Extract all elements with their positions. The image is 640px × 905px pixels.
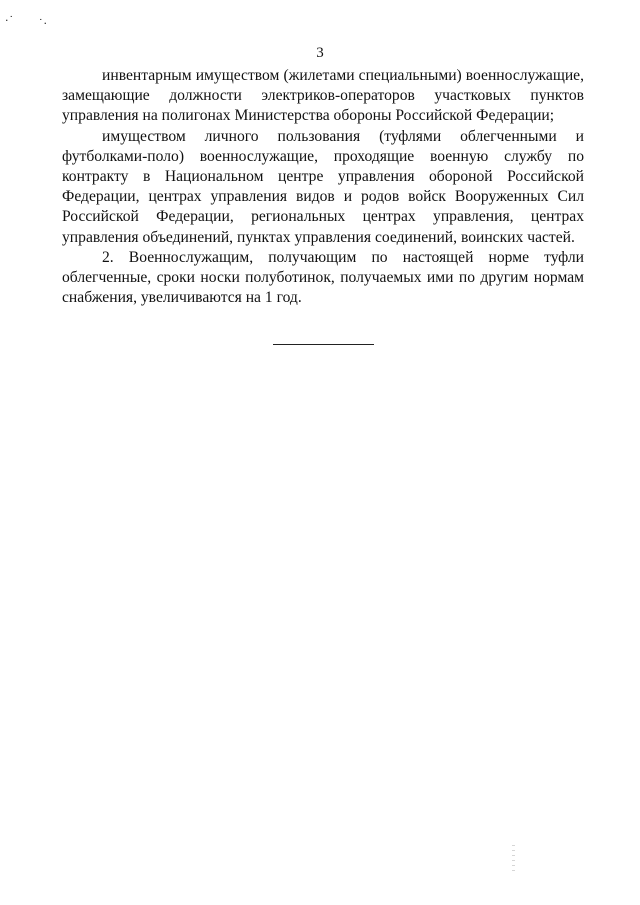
paragraph-wear-period: 2. Военнослужащим, получающим по настоящей норме туфли облегченные, сроки носки полуботинок, получаемых ими по другим нормам снабжения, увеличиваются на 1 год.	[62, 248, 584, 307]
scan-artifact	[512, 845, 515, 875]
document-body	[62, 66, 584, 308]
paragraph-shoes-polo: имуществом личного пользования (туфлями облегченными и футболками-поло) военнослужащие, проходящие военную службу по контракту в Национальном центре управления обороной Российской Федерации, центрах управления видов и родов войск Вооруженных Сил Российской Федерации, региональных центрах управления, центрах управления объединений, пунктах управления соединений, воинских частей.	[62, 127, 584, 246]
scan-speck-mark: ·˙	[5, 14, 14, 27]
page-number: 3	[316, 45, 324, 61]
paragraph-vests: инвентарным имуществом (жилетами специальными) военнослужащие, замещающие должности электриков-операторов участковых пунктов управления на полигонах Министерства обороны Российской Федерации;	[62, 67, 584, 125]
scan-speck-mark: ˙·	[38, 17, 47, 30]
end-of-text-rule	[273, 344, 374, 345]
